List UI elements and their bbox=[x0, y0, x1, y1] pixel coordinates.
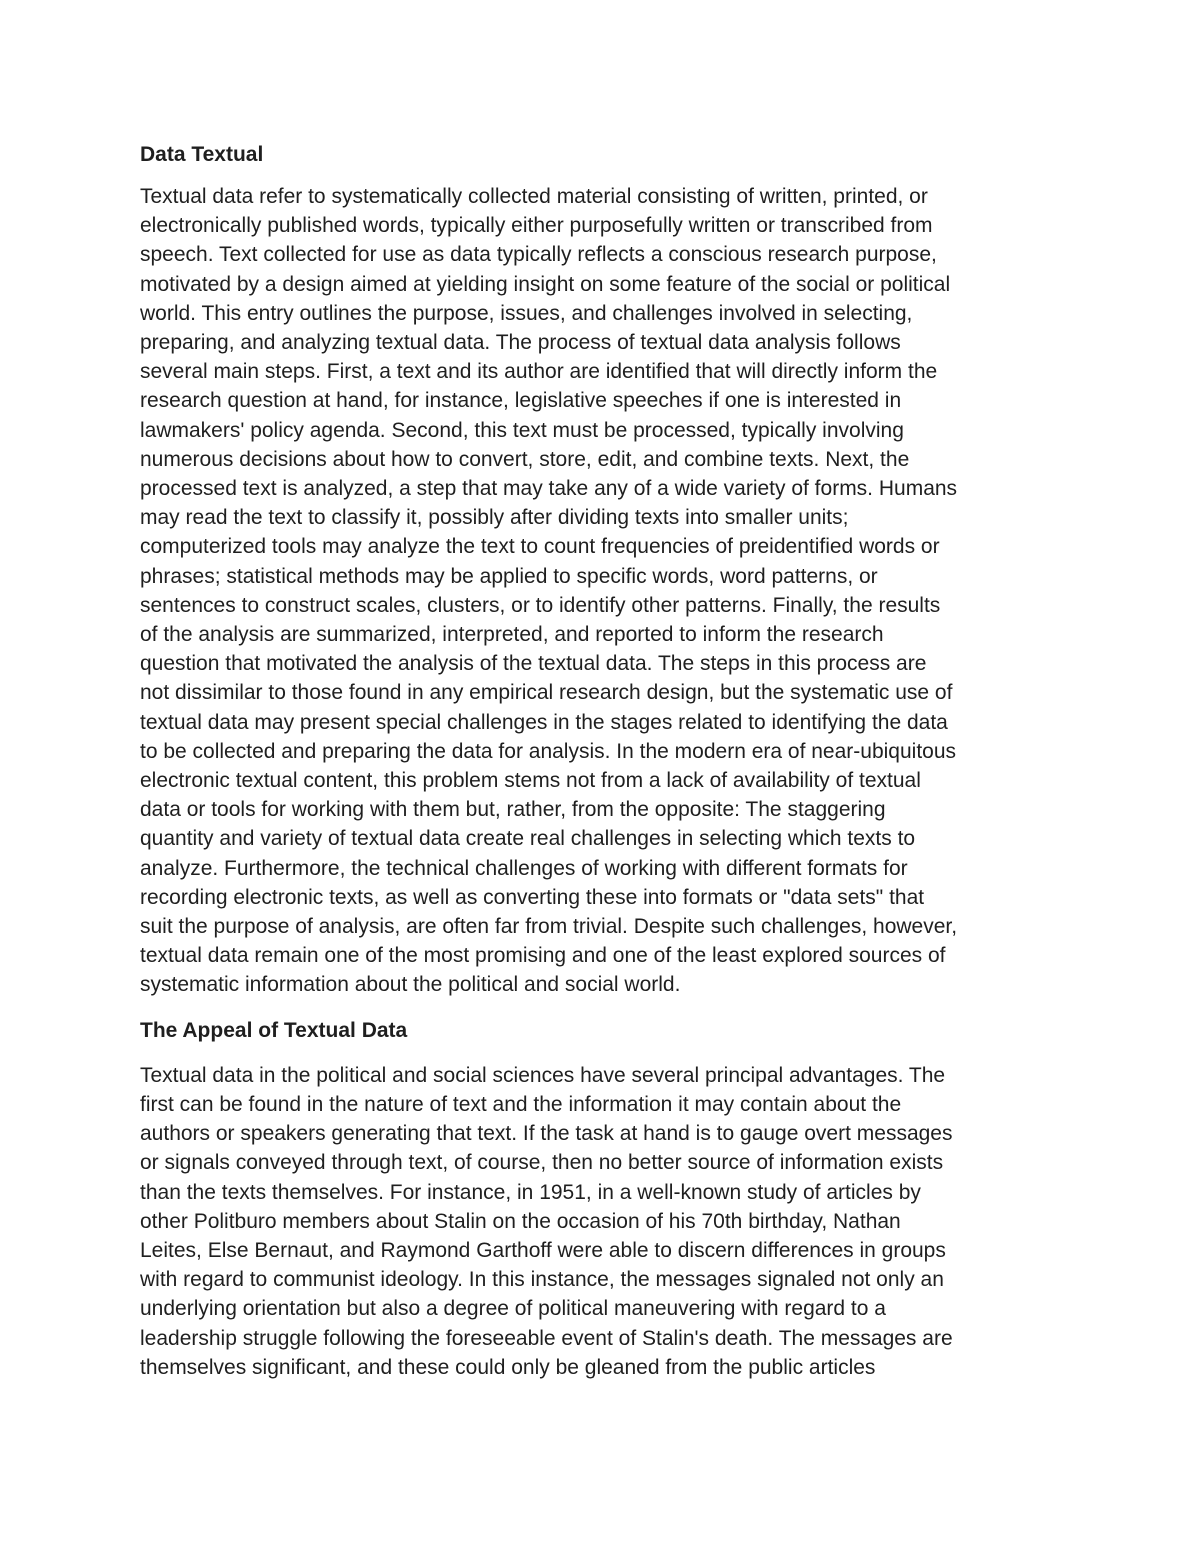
text-line: data or tools for working with them but, rather, from the opposite: The staggering bbox=[140, 798, 886, 822]
text-line: textual data may present special challenges in the stages related to identifying the data bbox=[140, 710, 948, 734]
text-line: several main steps. First, a text and its author are identified that will directly inform the bbox=[140, 360, 938, 384]
text-line: numerous decisions about how to convert, store, edit, and combine texts. Next, the bbox=[140, 447, 910, 471]
text-line: not dissimilar to those found in any empirical research design, but the systematic use of bbox=[140, 681, 953, 705]
document-page bbox=[140, 140, 1070, 1382]
text-line: or signals conveyed through text, of course, then no better source of information exists bbox=[140, 1151, 944, 1175]
text-line: first can be found in the nature of text and the information it may contain about the bbox=[140, 1092, 902, 1116]
section-heading-appeal-of-textual-data: The Appeal of Textual Data bbox=[140, 1018, 408, 1042]
text-line: Textual data in the political and social sciences have several principal advantages. The bbox=[140, 1063, 946, 1087]
text-line: analyze. Furthermore, the technical challenges of working with different formats for bbox=[140, 856, 908, 880]
text-line: electronic textual content, this problem stems not from a lack of availability of textual bbox=[140, 769, 921, 793]
text-line: systematic information about the political and social world. bbox=[140, 973, 681, 997]
text-line: recording electronic texts, as well as converting these into formats or "data sets" that bbox=[140, 885, 925, 909]
paragraph-appeal-of-textual-data bbox=[140, 1061, 1070, 1382]
text-line: preparing, and analyzing textual data. The process of textual data analysis follows bbox=[140, 331, 901, 355]
text-line: quantity and variety of textual data create real challenges in selecting which texts to bbox=[140, 827, 916, 851]
text-line: to be collected and preparing the data for analysis. In the modern era of near-ubiquitous bbox=[140, 739, 957, 763]
text-line: with regard to communist ideology. In this instance, the messages signaled not only an bbox=[140, 1268, 944, 1292]
text-line: Textual data refer to systematically collected material consisting of written, printed, or bbox=[140, 185, 928, 208]
text-line: of the analysis are summarized, interpreted, and reported to inform the research bbox=[140, 623, 884, 647]
text-line: leadership struggle following the foreseeable event of Stalin's death. The messages are bbox=[140, 1326, 953, 1350]
text-line: electronically published words, typically either purposefully written or transcribed from bbox=[140, 214, 933, 238]
text-line: speech. Text collected for use as data typically reflects a conscious research purpose, bbox=[140, 243, 937, 267]
text-line: other Politburo members about Stalin on the occasion of his 70th birthday, Nathan bbox=[140, 1209, 901, 1233]
text-line: Leites, Else Bernaut, and Raymond Garthoff were able to discern differences in groups bbox=[140, 1238, 946, 1262]
text-line: authors or speakers generating that text. If the task at hand is to gauge overt messages bbox=[140, 1122, 953, 1146]
text-line: sentences to construct scales, clusters, or to identify other patterns. Finally, the results bbox=[140, 593, 941, 617]
text-line: phrases; statistical methods may be applied to specific words, word patterns, or bbox=[140, 564, 878, 588]
text-line: textual data remain one of the most promising and one of the least explored sources of bbox=[140, 944, 946, 968]
text-line: question that motivated the analysis of the textual data. The steps in this process are bbox=[140, 652, 927, 676]
paragraph-data-textual bbox=[140, 182, 1070, 1000]
text-line: research question at hand, for instance, legislative speeches if one is interested in bbox=[140, 389, 902, 413]
text-line: suit the purpose of analysis, are often far from trivial. Despite such challenges, however, bbox=[140, 915, 958, 939]
text-line: motivated by a design aimed at yielding insight on some feature of the social or political bbox=[140, 272, 951, 296]
text-line: computerized tools may analyze the text to count frequencies of preidentified words or bbox=[140, 535, 940, 559]
text-line: themselves significant, and these could only be gleaned from the public articles bbox=[140, 1355, 876, 1379]
text-line: than the texts themselves. For instance, in 1951, in a well-known study of articles by bbox=[140, 1180, 921, 1204]
text-line: processed text is analyzed, a step that may take any of a wide variety of forms. Humans bbox=[140, 477, 958, 501]
text-line: may read the text to classify it, possibly after dividing texts into smaller units; bbox=[140, 506, 849, 530]
section-heading-data-textual: Data Textual bbox=[140, 143, 264, 166]
text-line: underlying orientation but also a degree of political maneuvering with regard to a bbox=[140, 1297, 886, 1321]
text-line: lawmakers' policy agenda. Second, this text must be processed, typically involving bbox=[140, 418, 904, 442]
text-line: world. This entry outlines the purpose, issues, and challenges involved in selecting, bbox=[140, 301, 913, 325]
